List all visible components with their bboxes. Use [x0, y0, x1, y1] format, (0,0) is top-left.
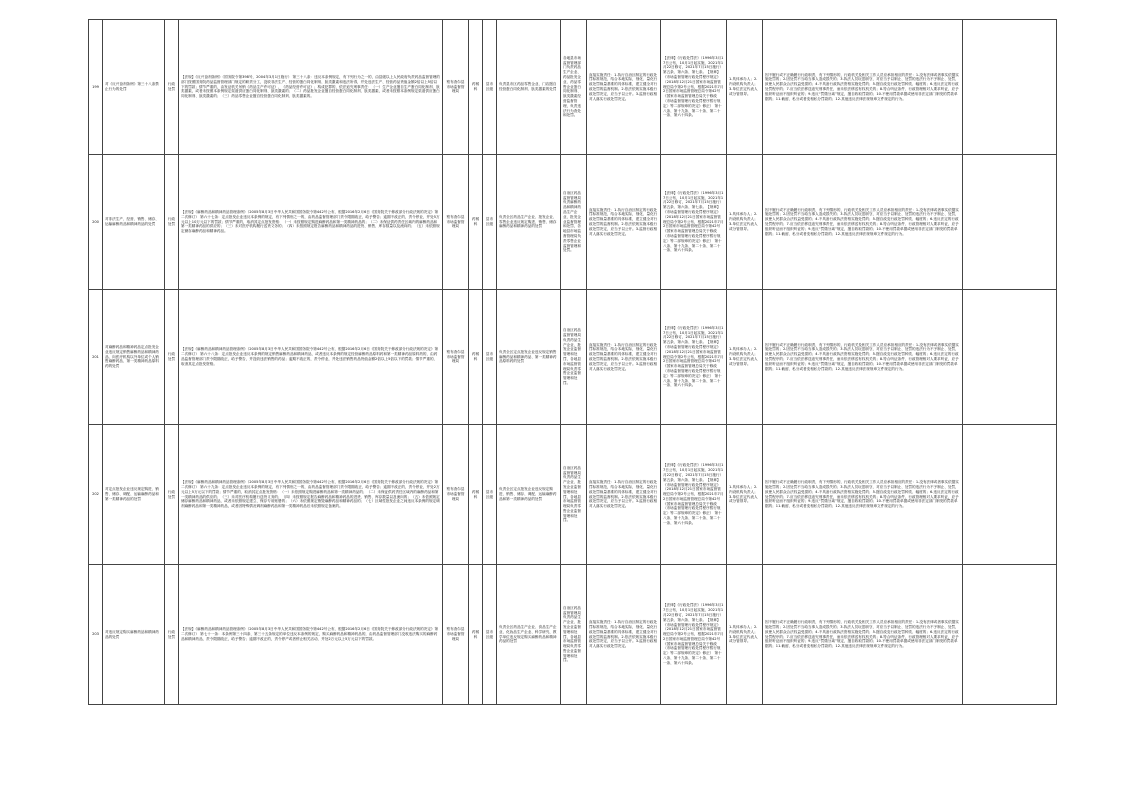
implementing-agency: 察布查尔县市场监督管理局	[443, 565, 469, 705]
item-name: 对违反规定购买麻醉药品和精神药品的处罚	[103, 565, 165, 705]
responsibility-cause: 自治区药品监督管理局负责药品生产企业、批发企业监督管理和处罚，各地县市场监督管理局负责零售企业监督管理和处罚。	[561, 565, 587, 705]
row-number: 203	[89, 565, 103, 705]
accountability-law: 【法律】《行政处罚法》（1996年3月17日公布，10月1日起实施，2021年1月22日修订，2021年7月15日施行） 第五条、第六条、第七条。【规章】《市场监督管理行政处罚程序规定》（2018年12月21日国家市场监督管理总局令第2号公布，根据2021年7月2日国家市场监督管理总局令第42号《国家市场监督管理总局关于修改〈市场监督管理行政处罚程序暂行规定〉等二部规章的决定》修正） 第十八条、第十九条、第二十条、第二十一条、第六十四条。	[661, 565, 727, 705]
admin-level: 县市区级	[483, 290, 497, 425]
responsibility-cause: 自治区药品监督管理局负责药品生产企业、批发企业监督管理和处罚，各地县市场监督管理局负责零售企业监督管理和处罚。	[561, 425, 587, 565]
accountability-law: 【法律】《行政处罚法》（1996年3月17日公布，10月1日起实施，2021年1月22日修订，2021年7月15日施行） 第五条、第六条、第七条。【规章】《市场监督管理行政处罚程序规定》（2018年12月21日国家市场监督管理总局令第2号公布，根据2021年7月2日国家市场监督管理总局令第42号《国家市场监督管理总局关于修改〈市场监督管理行政处罚程序暂行规定〉等二部规章的决定》修正） 第十八条、第十九条、第二十条、第二十一条、第六十四条。	[661, 290, 727, 425]
implementing-agency: 察布查尔县市场监督管理局	[443, 155, 469, 290]
scope: 负责县市区药品零售企业、门店擅自经营蛋白同化制剂、肽类激素的处罚	[497, 20, 561, 155]
responsibility-cause: 自治区药品监督管理局负责药品生产企业、批发企业监督管理和处罚，各地县市场监督管理局负责零售企业监督管理和处罚。	[561, 290, 587, 425]
item-name: 对《反兴奋剂条例》第三十八条禁止行为的处罚	[103, 20, 165, 155]
liability-circumstances: 因不履行或不正确履行行政职责，有下列情形的，行政机关及相关工作人员应承担相应的责任：1.没有法律或者事实依据实施处罚的；2.因处罚不当给当事人造成损失的；3.执法人员玩忽职守，对应当予以制止、处罚的违法行为不予制止、处罚，致使人民群众合法权益受损的；4.不具备行政执法资格实施处罚的；5.擅自改变行政处罚种类、幅度的；6.违反法定的行政处罚程序的；7.应当依法移送追究刑事责任，而未依法移送有权机关的；8.符合听证条件、行政管理相对人要求听证，应予组织听证而不组织听证的；9.违反“罚缴分离”规定，擅自收取罚款的；10.不使用罚款单据或使用非法定部门制发的罚款单据的；11.截留、私分或者变相私分罚款的；12.其他违反法律法规规章文件规定的行为。	[763, 425, 963, 565]
accountability-law: 【法律】《行政处罚法》（1996年3月17日公布，10月1日起实施，2021年1月22日修订，2021年7月15日施行） 第五条、第六条、第七条。【规章】《市场监督管理行政处罚程序规定》（2018年12月21日国家市场监督管理总局令第2号公布，根据2021年7月2日国家市场监督管理总局令第42号《国家市场监督管理总局关于修改〈市场监督管理行政处罚程序暂行规定〉等二部规章的决定》修正） 第十八条、第十九条、第二十条、第二十一条、第六十四条。	[661, 425, 727, 565]
admin-level: 县市区级	[483, 425, 497, 565]
table-row	[89, 425, 1057, 565]
admin-level: 县市区级	[483, 565, 497, 705]
department: 药械科	[469, 565, 483, 705]
department: 药械科	[469, 20, 483, 155]
admin-level: 县市区级	[483, 155, 497, 290]
remarks	[963, 425, 1057, 565]
row-number: 199	[89, 20, 103, 155]
legal-basis: 【法规】《麻醉药品和精神药品管理条例》（2005年8月3日中华人民共和国国务院令第442号公布，根据2016年2月6日《国务院关于修改部分行政法规的决定》第二次修订） 第六十九条：定点批发企业违反本条例的规定，有下列情形之一的，由药品监督管理部门责令限期改正，给予警告；逾期不改正的，责令停业，并处2万元以上5万元以下的罚款；情节严重的，取消其定点批发资格：（一）未依照规定购进麻醉药品和第一类精神药品的；（二）未保证供药责任区域内的麻醉药品和第一类精神药品的供应的；（三）未对医疗机构履行送货义务的；（四）未按照规定报告麻醉药品和精神药品的进货、销售、库存数量以及流向的；（五）未依照规定储存麻醉药品和精神药品，或者未依照规定建立、保存专用账册的；（六）未依照规定销毁麻醉药品和精神药品的；（七）区域性批发企业之间违反本条例的规定调剂麻醉药品和第一类精神药品，或者因特殊情况调剂麻醉药品和第一类精神药品后未依照规定备案的。	[179, 425, 443, 565]
responsibility-items: 直接实施责任：1.执行自治区制定的行政处罚标准规范，结合本地实际，细化、量化行政处罚裁量基准的具体标准，建立健全对行政处罚的监督机制。2.依法依规实施本级行政处罚决定，应当予以公开。3.监督行政相对人落实行政处罚决定。	[587, 565, 661, 705]
table-row	[89, 565, 1057, 705]
legal-basis: 【法规】《麻醉药品和精神药品管理条例》（2005年8月3日中华人民共和国国务院令第442号公布，根据2016年2月6日《国务院关于修改部分行政法规的决定》第二次修订） 第七十一条：本条例第三十四条、第三十五条规定的单位违反本条例的规定，购买麻醉药品和精神药品的，由药品监督管理部门没收违法购买的麻醉药品和精神药品，责令限期改正，给予警告；逾期不改正的，责令停产或者停止相关活动，并处2万元以上5万元以下的罚款。	[179, 565, 443, 705]
responsibility-cause: 各地县市场监督管理部门负责药品生产企业、药品批发企业、药品零售企业蛋白同化制剂、肽类激素经营监督管理，负责违法行为查处和处罚。	[561, 20, 587, 155]
accountable-parties: 1.具体承办人；2.内设机构负责人；3.单位法定代表人或分管领导。	[727, 155, 763, 290]
row-number: 202	[89, 425, 103, 565]
row-number: 200	[89, 155, 103, 290]
item-type: 行政处罚	[165, 155, 179, 290]
item-name: 对非法生产、经营、销售、储存、运输麻醉药品和精神药品的处罚	[103, 155, 165, 290]
responsibility-items: 直接实施责任：1.执行自治区制定的行政处罚标准规范，结合本地实际，细化、量化行政处罚裁量基准的具体标准，建立健全对行政处罚的监督机制。2.依法依规实施本级行政处罚决定，应当予以公开。3.监督行政相对人落实行政处罚决定。	[587, 290, 661, 425]
admin-level: 县市区级	[483, 20, 497, 155]
row-number: 201	[89, 290, 103, 425]
implementing-agency: 察布查尔县市场监督管理局	[443, 290, 469, 425]
responsibility-cause: 自治区药品监督管理局负责麻醉药品和精神药品生产企业、批发企业监督管理和处罚，各地县市场监督管理局负责零售企业监督管理和处罚。	[561, 155, 587, 290]
responsibility-items: 直接实施责任：1.执行自治区制定的行政处罚标准规范，结合本地实际，细化、量化行政处罚裁量基准的具体标准，建立健全对行政处罚的监督机制。2.依法依规实施本级行政处罚决定，应当予以公开。3.监督行政相对人落实行政处罚决定。	[587, 425, 661, 565]
accountability-law: 【法律】《行政处罚法》（1996年3月17日公布，10月1日起实施，2021年1月22日修订，2021年7月15日施行） 第五条、第六条、第七条。【规章】《市场监督管理行政处罚程序规定》（2018年12月21日国家市场监督管理总局令第2号公布，根据2021年7月2日国家市场监督管理总局令第42号《国家市场监督管理总局关于修改〈市场监督管理行政处罚程序暂行规定〉等二部规章的决定》修正） 第十八条、第十九条、第二十条、第二十一条、第六十四条。	[661, 155, 727, 290]
legal-basis: 【法规】《麻醉药品和精神药品管理条例》（2005年8月3日中华人民共和国国务院令第442号公布，根据2016年2月6日《国务院关于修改部分行政法规的决定》第二次修订） 第六十七条：定点批发企业违反本条例的规定，有下列情形之一的，由药品监督管理部门责令限期改正，给予警告；逾期不改正的，责令停业，并处5万元以上10万元以下的罚款；情节严重的，取消其定点批发资格：（一）未按照规定购进麻醉药品和第一类精神药品的；（二）未保证供药责任区域内的麻醉药品和第一类精神药品的供应的；（三）未对医疗机构履行送货义务的；（四）未按照规定报告麻醉药品和精神药品的进货、销售、库存数量以及流向的；（五）未依照规定储存麻醉药品和精神药品。	[179, 155, 443, 290]
accountability-law: 【法律】《行政处罚法》（1996年3月17日公布，10月1日起实施，2021年1月22日修订，2021年7月15日施行） 第五条、第六条、第七条。【规章】《市场监督管理行政处罚程序规定》（2018年12月21日国家市场监督管理总局令第2号公布，根据2021年7月2日国家市场监督管理总局令第42号《国家市场监督管理总局关于修改〈市场监督管理行政处罚程序暂行规定〉等二部规章的决定》修正） 第十八条、第十九条、第二十条、第二十一条、第六十四条。	[661, 20, 727, 155]
liability-circumstances: 因不履行或不正确履行行政职责，有下列情形的，行政机关及相关工作人员应承担相应的责任：1.没有法律或者事实依据实施处罚的；2.因处罚不当给当事人造成损失的；3.执法人员玩忽职守，对应当予以制止、处罚的违法行为不予制止、处罚，致使人民群众合法权益受损的；4.不具备行政执法资格实施处罚的；5.擅自改变行政处罚种类、幅度的；6.违反法定的行政处罚程序的；7.应当依法移送追究刑事责任，而未依法移送有权机关的；8.符合听证条件、行政管理相对人要求听证，应予组织听证而不组织听证的；9.违反“罚缴分离”规定，擅自收取罚款的；10.不使用罚款单据或使用非法定部门制发的罚款单据的；11.截留、私分或者变相私分罚款的；12.其他违反法律法规规章文件规定的行为。	[763, 155, 963, 290]
accountable-parties: 1.具体承办人；2.内设机构负责人；3.单位法定代表人或分管领导。	[727, 20, 763, 155]
remarks	[963, 565, 1057, 705]
item-type: 行政处罚	[165, 565, 179, 705]
legal-basis: 【法规】《反兴奋剂条例》（国务院令第398号，2004年3月1日施行） 第三十八条：违反本条例规定，有下列行为之一的，由县级以上人民政府负责药品监督管理的部门按照国务院药品监督管理部门规定的职责分工，没收非法生产、经营的蛋白同化制剂、肽类激素和违法所得，并处违法生产、经营药品货值金额2倍以上5倍以下的罚款；情节严重的，由发证机关吊销《药品生产许可证》、《药品经营许可证》；构成犯罪的，依法追究刑事责任：（一）生产企业擅自生产蛋白同化制剂、肽类激素，或者未按照本条例规定渠道供应蛋白同化制剂、肽类激素的；（二）药品批发企业擅自经营蛋白同化制剂、肽类激素，或者未按照本条例规定渠道供应蛋白同化制剂、肽类激素的；（三）药品零售企业擅自经营蛋白同化制剂、肽类激素的。	[179, 20, 443, 155]
responsibility-items: 直接实施责任：1.执行自治区制定的行政处罚标准规范，结合本地实际，细化、量化行政处罚裁量基准的具体标准，建立健全对行政处罚的监督机制。2.依法依规实施本级行政处罚决定，应当予以公开。3.监督行政相对人落实行政处罚决定。	[587, 20, 661, 155]
remarks	[963, 20, 1057, 155]
implementing-agency: 察布查尔县市场监督管理局	[443, 425, 469, 565]
accountable-parties: 1.具体承办人；2.内设机构负责人；3.单位法定代表人或分管领导。	[727, 425, 763, 565]
department: 药械科	[469, 425, 483, 565]
item-name: 对定点批发企业违反规定购进、销售、储存、调配、运输麻醉药品和第一类精神药品的处罚	[103, 425, 165, 565]
table-row	[89, 290, 1057, 425]
department: 药械科	[469, 155, 483, 290]
responsibility-items: 直接实施责任：1.执行自治区制定的行政处罚标准规范，结合本地实际，细化、量化行政处罚裁量基准的具体标准，建立健全对行政处罚的监督机制。2.依法依规实施本级行政处罚决定，应当予以公开。3.监督行政相对人落实行政处罚决定。	[587, 155, 661, 290]
liability-circumstances: 因不履行或不正确履行行政职责，有下列情形的，行政机关及相关工作人员应承担相应的责任：1.没有法律或者事实依据实施处罚的；2.因处罚不当给当事人造成损失的；3.执法人员玩忽职守，对应当予以制止、处罚的违法行为不予制止、处罚，致使人民群众合法权益受损的；4.不具备行政执法资格实施处罚的；5.擅自改变行政处罚种类、幅度的；6.违反法定的行政处罚程序的；7.应当依法移送追究刑事责任，而未依法移送有权机关的；8.符合听证条件、行政管理相对人要求听证，应予组织听证而不组织听证的；9.违反“罚缴分离”规定，擅自收取罚款的；10.不使用罚款单据或使用非法定部门制发的罚款单据的；11.截留、私分或者变相私分罚款的；12.其他违反法律法规规章文件规定的行为。	[763, 20, 963, 155]
liability-circumstances: 因不履行或不正确履行行政职责，有下列情形的，行政机关及相关工作人员应承担相应的责任：1.没有法律或者事实依据实施处罚的；2.因处罚不当给当事人造成损失的；3.执法人员玩忽职守，对应当予以制止、处罚的违法行为不予制止、处罚，致使人民群众合法权益受损的；4.不具备行政执法资格实施处罚的；5.擅自改变行政处罚种类、幅度的；6.违反法定的行政处罚程序的；7.应当依法移送追究刑事责任，而未依法移送有权机关的；8.符合听证条件、行政管理相对人要求听证，应予组织听证而不组织听证的；9.违反“罚缴分离”规定，擅自收取罚款的；10.不使用罚款单据或使用非法定部门制发的罚款单据的；11.截留、私分或者变相私分罚款的；12.其他违反法律法规规章文件规定的行为。	[763, 565, 963, 705]
accountable-parties: 1.具体承办人；2.内设机构负责人；3.单位法定代表人或分管领导。	[727, 290, 763, 425]
table-row	[89, 20, 1057, 155]
scope: 负责全区定点批发企业违反规定购进、销售、储存、调配、运输麻醉药品和第一类精神药品的处罚	[497, 425, 561, 565]
legal-basis: 【法规】《麻醉药品和精神药品管理条例》（2005年8月3日中华人民共和国国务院令第442号公布，根据2016年2月6日《国务院关于修改部分行政法规的决定》第二次修订） 第六十八条：定点批发企业违反本条例的规定销售麻醉药品和精神药品，或者违反本条例的规定经营麻醉药品原料药和第一类精神药品原料药的，由药品监督管理部门责令限期改正，给予警告，并没收违法销售的药品；逾期不改正的，责令停业，并处违法销售药品货值金额2倍以上5倍以下的罚款；情节严重的，取消其定点批发资格。	[179, 290, 443, 425]
liability-circumstances: 因不履行或不正确履行行政职责，有下列情形的，行政机关及相关工作人员应承担相应的责任：1.没有法律或者事实依据实施处罚的；2.因处罚不当给当事人造成损失的；3.执法人员玩忽职守，对应当予以制止、处罚的违法行为不予制止、处罚，致使人民群众合法权益受损的；4.不具备行政执法资格实施处罚的；5.擅自改变行政处罚种类、幅度的；6.违反法定的行政处罚程序的；7.应当依法移送追究刑事责任，而未依法移送有权机关的；8.符合听证条件、行政管理相对人要求听证，应予组织听证而不组织听证的；9.违反“罚缴分离”规定，擅自收取罚款的；10.不使用罚款单据或使用非法定部门制发的罚款单据的；11.截留、私分或者变相私分罚款的；12.其他违反法律法规规章文件规定的行为。	[763, 290, 963, 425]
item-name: 对麻醉药品和精神药品定点批发企业违反规定销售麻醉药品和精神药品、向医疗机构以外单位或个人销售麻醉药品、第一类精神药品原料药的处罚	[103, 290, 165, 425]
remarks	[963, 290, 1057, 425]
scope: 负责全区药品生产企业、食品生产企业、化妆品生产企业、科学研究、教学单位违反规定购买麻醉药品和精神药品的处罚	[497, 565, 561, 705]
implementing-agency: 察布查尔县市场监督管理局	[443, 20, 469, 155]
power-list-table	[88, 19, 1057, 705]
scope: 负责全区定点批发企业违反规定销售麻醉药品和精神药品、第一类精神药品原料药的处罚	[497, 290, 561, 425]
item-type: 行政处罚	[165, 425, 179, 565]
department: 药械科	[469, 290, 483, 425]
accountable-parties: 1.具体承办人；2.内设机构负责人；3.单位法定代表人或分管领导。	[727, 565, 763, 705]
table-row	[89, 155, 1057, 290]
remarks	[963, 155, 1057, 290]
scope: 负责全区药品生产企业、批发企业、零售企业违反规定购进、销售、储存麻醉药品和精神药品的处罚	[497, 155, 561, 290]
item-type: 行政处罚	[165, 290, 179, 425]
item-type: 行政处罚	[165, 20, 179, 155]
